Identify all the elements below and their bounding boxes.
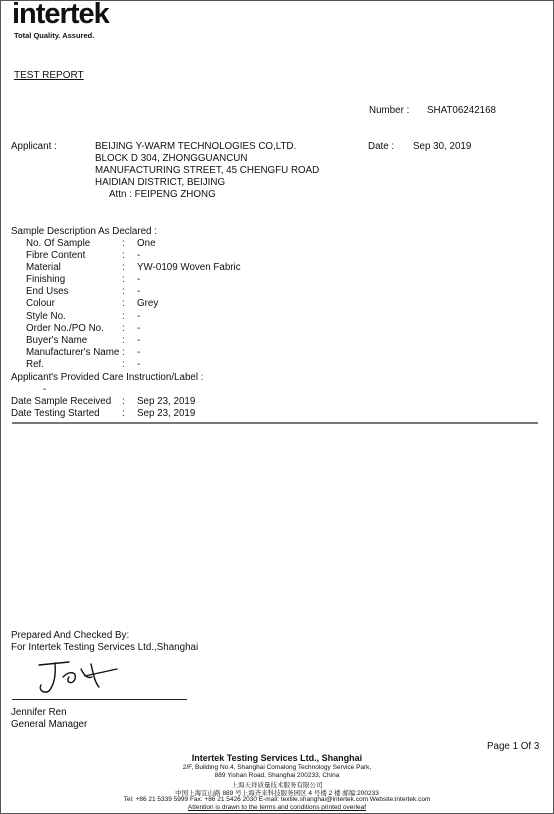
applicant-label: Applicant : — [11, 141, 57, 152]
applicant-attn: Attn : FEIPENG ZHONG — [109, 189, 216, 200]
field-value: - — [137, 250, 141, 261]
field-label: Manufacturer's Name — [26, 347, 120, 358]
field-label: Order No./PO No. — [26, 323, 104, 334]
date-received-value: Sep 23, 2019 — [137, 396, 196, 407]
field-value: - — [137, 323, 141, 334]
applicant-line: BEIJING Y-WARM TECHNOLOGIES CO,LTD. — [95, 141, 297, 152]
section-divider — [12, 422, 538, 424]
field-colon: : — [122, 238, 125, 249]
care-instruction-label: Applicant's Provided Care Instruction/Label : — [11, 372, 204, 383]
field-value: Grey — [137, 298, 159, 309]
field-label: End Uses — [26, 286, 69, 297]
intertek-logo: intertek — [12, 0, 109, 30]
field-colon: : — [122, 298, 125, 309]
field-value: - — [137, 311, 141, 322]
prepared-by-label: Prepared And Checked By: — [11, 630, 130, 641]
sample-heading: Sample Description As Declared : — [11, 226, 157, 237]
field-label: Finishing — [26, 274, 66, 285]
field-value: One — [137, 238, 156, 249]
applicant-line: MANUFACTURING STREET, 45 CHENGFU ROAD — [95, 165, 320, 176]
date-received-label: Date Sample Received — [11, 396, 112, 407]
footer-address: 889 Yishan Road, Shanghai 200233, China — [214, 772, 340, 779]
field-label: No. Of Sample — [26, 238, 91, 249]
for-company-line: For Intertek Testing Services Ltd.,Shanghai — [11, 642, 199, 653]
handwritten-signature — [29, 657, 125, 695]
date-testing-value: Sep 23, 2019 — [137, 408, 196, 419]
field-value: - — [137, 274, 141, 285]
field-value: YW-0109 Woven Fabric — [137, 262, 241, 273]
field-colon: : — [122, 323, 125, 334]
report-date: Sep 30, 2019 — [413, 141, 472, 152]
applicant-line: BLOCK D 304, ZHONGGUANCUN — [95, 153, 248, 164]
date-testing-label: Date Testing Started — [11, 408, 100, 419]
field-label: Buyer's Name — [26, 335, 88, 346]
field-colon: : — [122, 250, 125, 261]
footer-address-cn: 中国上海宜山路 889 号上海齐来科技服务园区 4 号楼 2 楼 邮编:200233 — [175, 790, 379, 797]
field-colon: : — [122, 274, 125, 285]
logo-tagline: Total Quality. Assured. — [14, 31, 95, 40]
signature-line — [12, 699, 187, 700]
footer-notice: Attention is drawn to the terms and conditions printed overleaf — [187, 804, 367, 811]
field-label: Fibre Content — [26, 250, 86, 261]
footer-address-cn: 上海天祥质量技术服务有限公司 — [231, 782, 323, 789]
field-colon: : — [122, 335, 125, 346]
report-number: SHAT06242168 — [427, 105, 496, 116]
field-label: Ref. — [26, 359, 44, 370]
date-label: Date : — [368, 141, 395, 152]
footer-company: Intertek Testing Services Ltd., Shanghai — [191, 753, 363, 763]
number-label: Number : — [369, 105, 410, 116]
applicant-line: HAIDIAN DISTRICT, BEIJING — [95, 177, 226, 188]
field-label: Style No. — [26, 311, 66, 322]
field-colon: : — [122, 262, 125, 273]
field-value: - — [137, 359, 141, 370]
field-colon: : — [122, 286, 125, 297]
page-number: Page 1 Of 3 — [487, 741, 540, 752]
signatory-name: Jennifer Ren — [11, 707, 67, 718]
field-colon: : — [122, 396, 125, 407]
field-label: Material — [26, 262, 61, 273]
field-value: - — [137, 347, 141, 358]
field-value: - — [137, 335, 141, 346]
field-colon: : — [122, 347, 125, 358]
care-instruction-value: - — [43, 384, 47, 395]
field-colon: : — [122, 359, 125, 370]
footer-contact: Tel: +86 21 5339 5999 Fax: +86 21 5426 2030 E-mail: textile.shanghai@intertek.com Website:intertek.com — [123, 796, 431, 803]
signatory-position: General Manager — [11, 719, 88, 730]
field-colon: : — [122, 408, 125, 419]
field-label: Colour — [26, 298, 55, 309]
field-value: - — [137, 286, 141, 297]
report-title: TEST REPORT — [14, 70, 84, 81]
footer-address: 2/F, Building No.4, Shanghai Comalong Technology Service Park, — [182, 764, 372, 771]
field-colon: : — [122, 311, 125, 322]
